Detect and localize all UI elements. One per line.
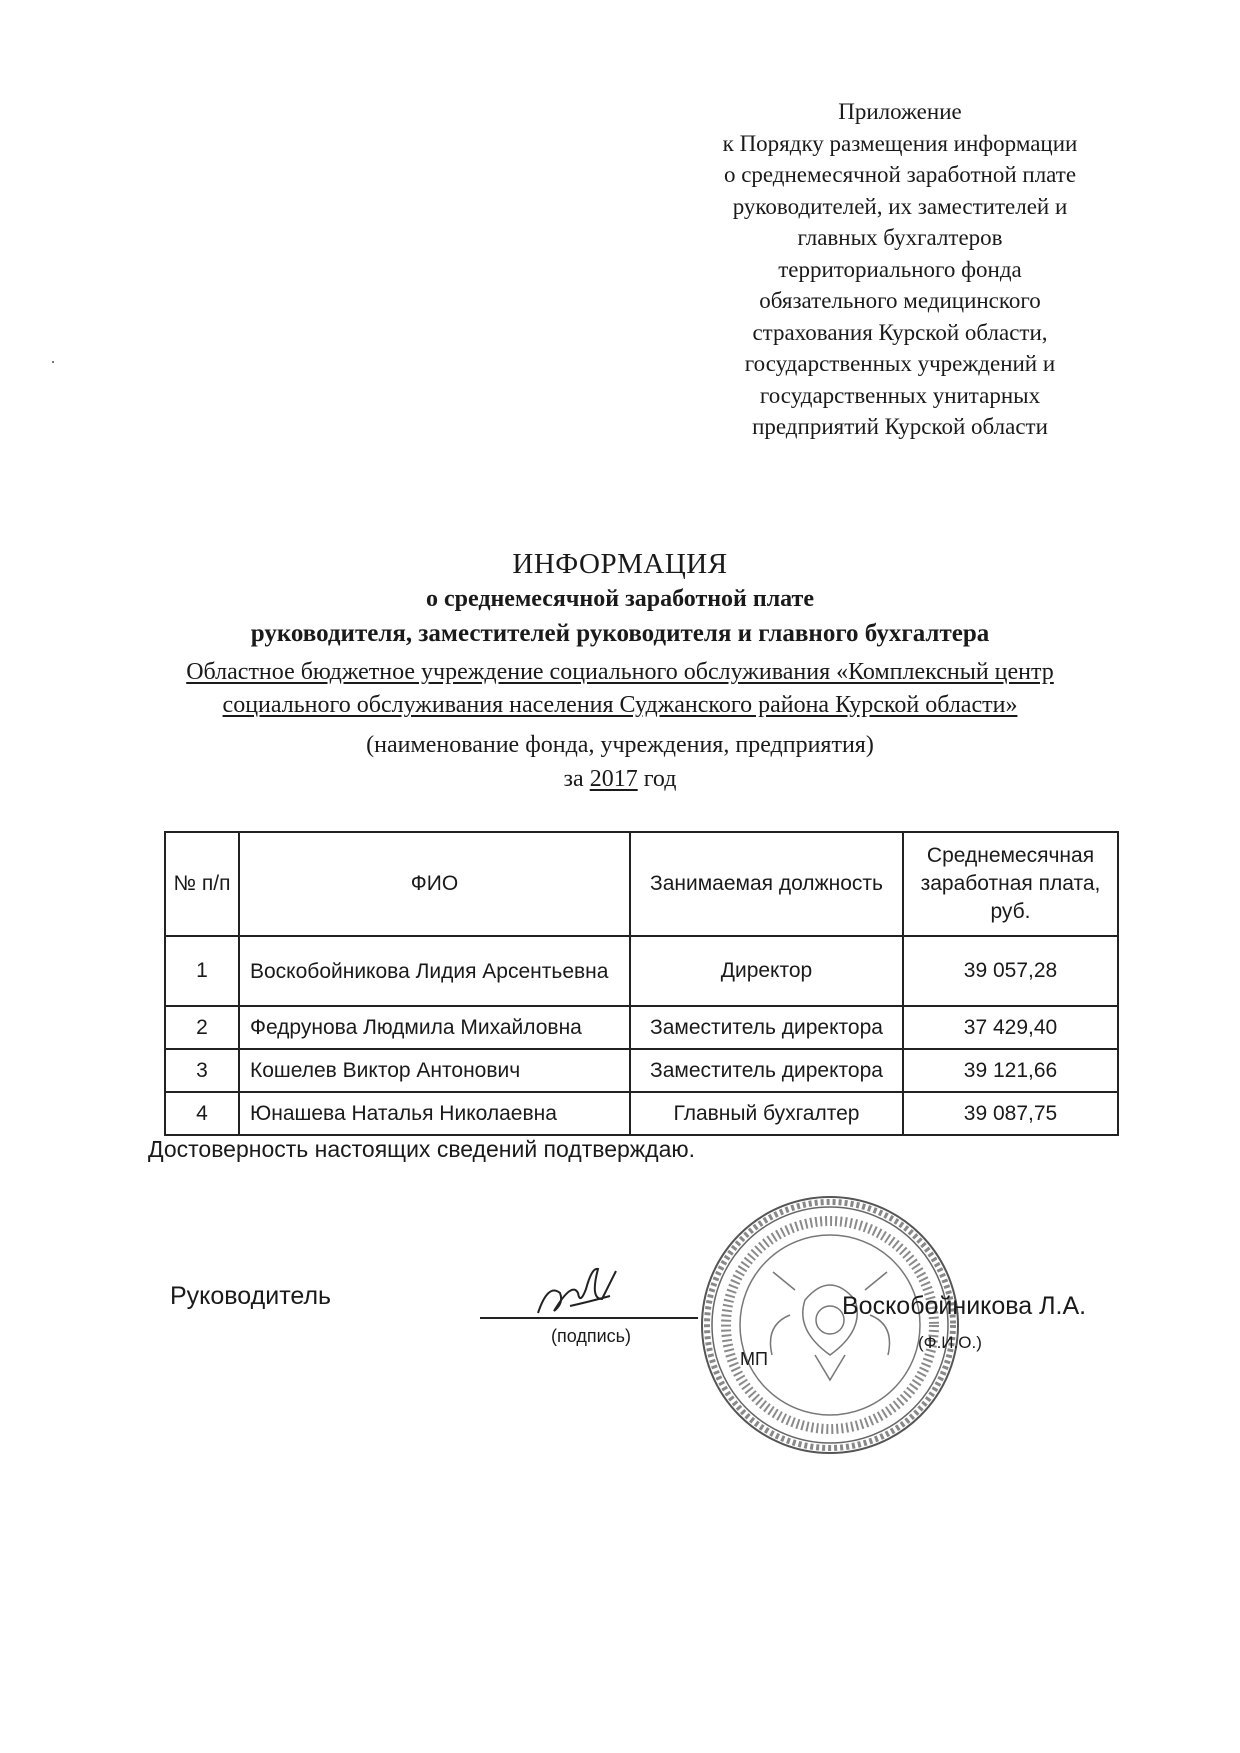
table-row <box>165 936 1118 1006</box>
fio-caption: (Ф.И.О.) <box>918 1333 982 1352</box>
appendix-line: государственных унитарных <box>759 382 1041 408</box>
row-salary: 37 429,40 <box>903 1006 1118 1049</box>
organization-line: Областное бюджетное учреждение социального обслуживания «Комплексный центр <box>186 659 1054 685</box>
appendix-line: Приложение <box>838 99 962 124</box>
appendix-line: главных бухгалтеров <box>797 225 1003 250</box>
row-num: 2 <box>165 1006 239 1049</box>
head-role-label: Руководитель <box>170 1282 332 1310</box>
organization-name <box>120 656 1120 722</box>
appendix-line: о среднемесячной заработной плате <box>723 162 1077 187</box>
table-row <box>165 1006 1118 1049</box>
row-name: Кошелев Виктор Антонович <box>239 1049 630 1092</box>
row-num: 4 <box>165 1092 239 1135</box>
stamp-place-mark: МП <box>740 1349 768 1369</box>
header-position: Занимаемая должность <box>630 832 903 936</box>
signature-line <box>480 1317 698 1319</box>
round-seal-icon <box>695 1190 965 1460</box>
signature-caption: (подпись) <box>551 1326 632 1346</box>
row-position: Главный бухгалтер <box>630 1092 903 1135</box>
document-subtitle: о среднемесячной заработной плате <box>426 586 814 612</box>
period-line <box>0 766 1240 793</box>
row-name: Федрунова Людмила Михайловна <box>239 1006 630 1049</box>
period-prefix: за <box>563 766 584 792</box>
row-position: Заместитель директора <box>630 1006 903 1049</box>
salary-table <box>164 831 1119 1136</box>
header-num: № п/п <box>165 832 239 936</box>
scan-speck <box>52 361 54 363</box>
row-salary: 39 057,28 <box>903 936 1118 1006</box>
appendix-line: страхования Курской области, <box>752 319 1048 345</box>
table-row <box>165 1092 1118 1135</box>
organization-caption: (наименование фонда, учреждения, предприятия) <box>366 732 874 758</box>
row-name: Воскобойникова Лидия Арсентьевна <box>239 936 630 1006</box>
period-year: 2017 <box>589 766 638 792</box>
row-num: 3 <box>165 1049 239 1092</box>
table-row <box>165 1049 1118 1092</box>
appendix-line: руководителей, их заместителей и <box>732 193 1068 219</box>
appendix-line: предприятий Курской области <box>752 414 1048 439</box>
row-salary: 39 121,66 <box>903 1049 1118 1092</box>
appendix-line: обязательного медицинского <box>759 288 1041 313</box>
head-name: Воскобойникова Л.А. <box>842 1292 1087 1320</box>
header-name: ФИО <box>239 832 630 936</box>
organization-line: социального обслуживания населения Суджанского района Курской области» <box>222 692 1018 718</box>
appendix-line: территориального фонда <box>778 256 1022 282</box>
row-position: Заместитель директора <box>630 1049 903 1092</box>
header-salary: Среднемесячная заработная плата, руб. <box>903 832 1118 936</box>
row-position: Директор <box>630 936 903 1006</box>
appendix-line: к Порядку размещения информации <box>722 130 1078 156</box>
appendix-line: государственных учреждений и <box>744 351 1056 376</box>
document-subtitle-2: руководителя, заместителей руководителя и главного бухгалтера <box>250 620 990 647</box>
period-suffix: год <box>643 766 677 792</box>
row-num: 1 <box>165 936 239 1006</box>
row-name: Юнашева Наталья Николаевна <box>239 1092 630 1135</box>
document-title: ИНФОРМАЦИЯ <box>512 548 728 580</box>
row-salary: 39 087,75 <box>903 1092 1118 1135</box>
confirmation-text: Достоверность настоящих сведений подтверждаю. <box>148 1136 696 1162</box>
table-header-row <box>165 832 1118 936</box>
appendix-note <box>665 96 1135 443</box>
